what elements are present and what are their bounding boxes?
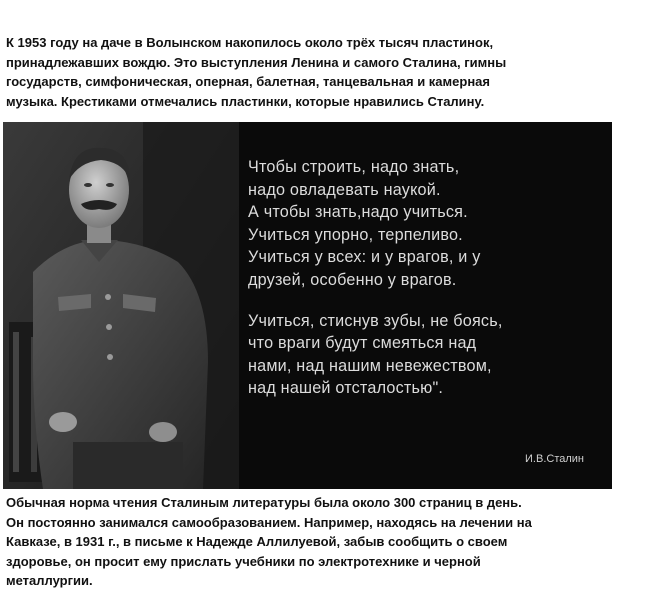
quote-line: Учиться, стиснув зубы, не боясь, [248, 311, 503, 330]
quote-line: нами, над нашим невежеством, [248, 356, 492, 375]
bottom-caption-line: Он постоянно занимался самообразованием. Например, находясь на лечении на [6, 514, 532, 530]
bottom-caption-line: Обычная норма чтения Сталиным литературы была около 300 страниц в день. [6, 495, 522, 510]
bottom-caption [6, 493, 642, 591]
top-caption [6, 33, 642, 111]
quote-line: друзей, особенно у врагов. [248, 270, 457, 289]
quote-author: И.В.Сталин [525, 453, 584, 465]
quote-line: А чтобы знать,надо учиться. [248, 203, 468, 222]
quote-line: над нашей отсталостью". [248, 379, 444, 398]
bottom-caption-line: металлургии. [6, 573, 93, 588]
portrait-photo [3, 122, 239, 489]
quote-line: надо овладевать наукой. [248, 180, 441, 199]
top-caption-line: музыка. Крестиками отмечались пластинки, которые нравились Сталину. [6, 93, 485, 109]
bottom-caption-line: здоровье, он просит ему прислать учебники по электротехнике и черной [6, 553, 481, 569]
quote-line: что враги будут смеяться над [248, 334, 477, 353]
bottom-caption-line: Кавказе, в 1931 г., в письме к Надежде Аллилуевой, забыв сообщить о своем [6, 534, 508, 549]
top-caption-line: К 1953 году на даче в Волынском накопилось около трёх тысяч пластинок, [6, 35, 494, 50]
top-caption-line: принадлежавших вождю. Это выступления Ленина и самого Сталина, гимны [6, 54, 507, 70]
quote-line: Чтобы строить, надо знать, [248, 158, 460, 176]
quote-line: Учиться у всех: и у врагов, и у [248, 248, 481, 267]
quote-line: Учиться упорно, терпеливо. [248, 225, 463, 244]
quote-image [3, 122, 612, 489]
top-caption-line: государств, симфоническая, оперная, балетная, танцевальная и камерная [6, 74, 490, 89]
quote-text [248, 156, 603, 400]
